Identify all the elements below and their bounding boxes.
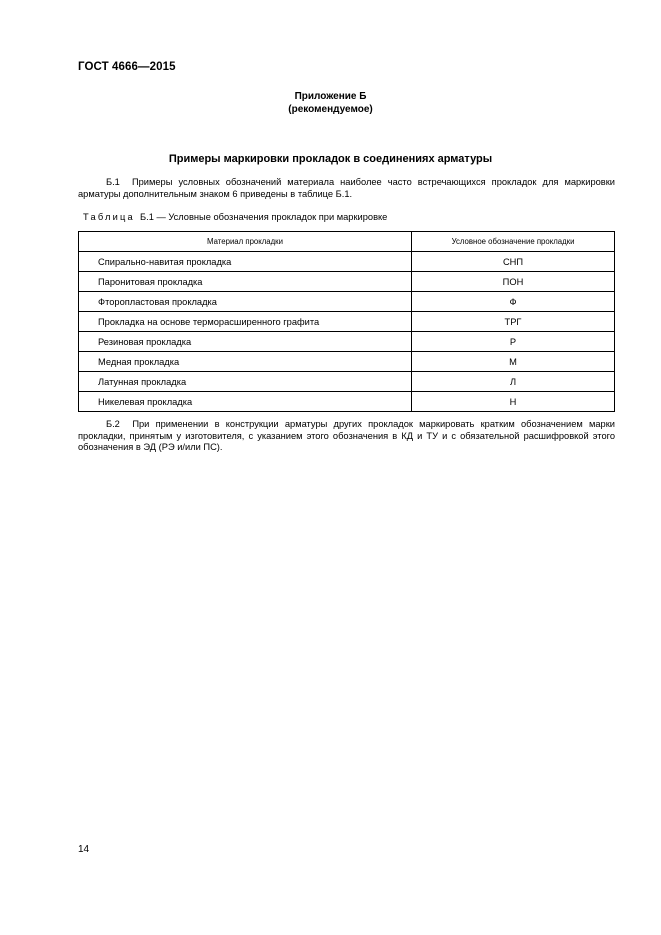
- designation-cell: СНП: [412, 252, 615, 272]
- paragraph-b1-number: Б.1: [106, 177, 120, 187]
- section-title: Примеры маркировки прокладок в соединениях арматуры: [168, 153, 493, 165]
- table-caption-prefix: Таблица: [83, 212, 135, 222]
- table-row: [79, 352, 615, 372]
- material-cell: Латунная прокладка: [79, 372, 412, 392]
- designation-cell: М: [412, 352, 615, 372]
- material-cell: Паронитовая прокладка: [79, 272, 412, 292]
- page-number: 14: [78, 844, 90, 855]
- header-designation: Условное обозначение прокладки: [412, 232, 615, 252]
- material-cell: Фторопластовая прокладка: [79, 292, 412, 312]
- material-cell: Никелевая прокладка: [79, 392, 412, 412]
- markings-table: [78, 231, 615, 412]
- material-cell: Прокладка на основе терморасширенного графита: [79, 312, 412, 332]
- table-row: [79, 332, 615, 352]
- table-row: [79, 272, 615, 292]
- paragraph-b1: [78, 177, 615, 200]
- designation-cell: Ф: [412, 292, 615, 312]
- material-cell: Резиновая прокладка: [79, 332, 412, 352]
- designation-cell: Н: [412, 392, 615, 412]
- designation-cell: Р: [412, 332, 615, 352]
- paragraph-b2-text: При применении в конструкции арматуры других прокладок маркировать кратким обозначением марки прокладки, принятым у изготовителя, с указанием этого обозначения в КД и ТУ и с обязательной расшифровкой этого обозначения в ЭД (РЭ и/или ПС).: [78, 419, 615, 453]
- table-row: [79, 372, 615, 392]
- table-row: [79, 312, 615, 332]
- designation-cell: ПОН: [412, 272, 615, 292]
- table-caption-text: Б.1 — Условные обозначения прокладок при маркировке: [140, 212, 388, 222]
- material-cell: Медная прокладка: [79, 352, 412, 372]
- designation-cell: ТРГ: [412, 312, 615, 332]
- header-material: Материал прокладки: [79, 232, 412, 252]
- table-header-row: [79, 232, 615, 252]
- paragraph-b2: [78, 419, 615, 454]
- document-code: ГОСТ 4666—2015: [78, 61, 176, 73]
- material-cell: Спирально-навитая прокладка: [79, 252, 412, 272]
- paragraph-b1-text: Примеры условных обозначений материала наиболее часто встречающихся прокладок для маркировки арматуры дополнительным знаком 6 приведены в таблице Б.1.: [78, 177, 615, 199]
- designation-cell: Л: [412, 372, 615, 392]
- appendix-title: Приложение Б: [294, 91, 367, 102]
- table-caption: [83, 212, 387, 222]
- table-row: [79, 392, 615, 412]
- appendix-subtitle: (рекомендуемое): [288, 104, 373, 115]
- table-row: [79, 292, 615, 312]
- table-row: [79, 252, 615, 272]
- paragraph-b2-number: Б.2: [106, 419, 120, 429]
